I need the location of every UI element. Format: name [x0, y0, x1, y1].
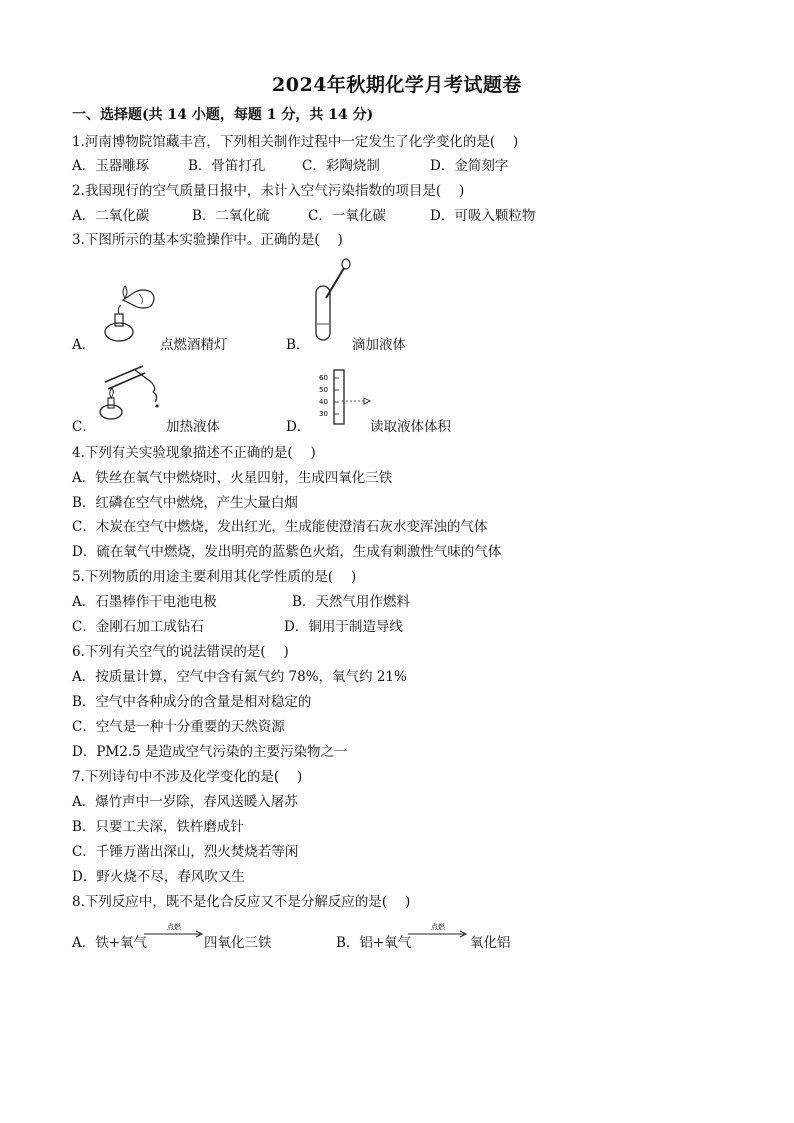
graduated-cylinder-figure: [312, 368, 374, 426]
cylinder-tick-40: 40: [319, 398, 328, 406]
q3-option-c-label: 加热液体: [166, 419, 220, 435]
q8-option-a-condition: 点燃: [167, 923, 181, 931]
q6-option-b: B．空气中各种成分的含量是相对稳定的: [72, 694, 312, 710]
alcohol-lamp-lighting-figure: [95, 278, 165, 348]
q5-option-d: D．铜用于制造导线: [284, 619, 403, 635]
q6-option-d: D．PM2.5 是造成空气污染的主要污染物之一: [72, 744, 348, 760]
cylinder-tick-50: 50: [319, 386, 328, 394]
q1-option-c: C．彩陶烧制: [302, 158, 380, 174]
q3-option-b: B．: [286, 337, 310, 353]
cylinder-tick-60: 60: [319, 374, 328, 382]
arrow-right-icon: [144, 930, 204, 938]
q4-option-c: C．木炭在空气中燃烧，发出红光，生成能使澄清石灰水变浑浊的气体: [72, 519, 488, 535]
q3-option-a-label: 点燃酒精灯: [160, 337, 228, 353]
q2-option-b: B．二氧化硫: [192, 208, 270, 224]
q4-option-a: A．铁丝在氧气中燃烧时，火星四射，生成四氧化三铁: [72, 470, 393, 486]
q3-option-d-label: 读取液体体积: [370, 419, 451, 435]
question-3-stem: 3.下图所示的基本实验操作中。正确的是( ): [72, 232, 343, 248]
q2-option-a: A．二氧化碳: [72, 208, 150, 224]
page-title: 2024年秋期化学月考试题卷: [272, 74, 522, 96]
question-2-stem: 2.我国现行的空气质量日报中，未计入空气污染指数的项目是( ): [72, 183, 465, 199]
q3-option-c: C．: [72, 419, 96, 435]
cylinder-tick-30: 30: [319, 410, 328, 418]
question-1-stem: 1.河南博物院馆藏丰宫，下列相关制作过程中一定发生了化学变化的是( ): [72, 134, 519, 150]
q4-option-d: D．硫在氧气中燃烧，发出明亮的蓝紫色火焰，生成有刺激性气味的气体: [72, 544, 502, 560]
q8-option-b-product: 氧化铝: [470, 935, 511, 951]
question-5-stem: 5.下列物质的用途主要利用其化学性质的是( ): [72, 569, 357, 585]
q2-option-d: D．可吸入颗粒物: [430, 208, 536, 224]
q6-option-a: A．按质量计算，空气中含有氮气约 78%，氧气约 21%: [72, 669, 407, 685]
heating-liquid-figure: [95, 362, 167, 424]
arrow-right-icon: [408, 930, 468, 938]
q1-option-d: D．金简刻字: [430, 158, 509, 174]
q4-option-b: B．红磷在空气中燃烧，产生大量白烟: [72, 495, 298, 511]
q8-option-b-reactants: B．铝+氧气: [336, 935, 412, 951]
q8-option-a-product: 四氧化三铁: [204, 935, 272, 951]
q1-option-a: A．玉器雕琢: [72, 158, 150, 174]
q8-option-b-reaction-arrow: [408, 924, 468, 944]
question-4-stem: 4.下列有关实验现象描述不正确的是( ): [72, 445, 316, 461]
q7-option-d: D．野火烧不尽，春风吹又生: [72, 869, 245, 885]
q5-option-a: A．石墨棒作干电池电极: [72, 594, 217, 610]
q3-option-b-label: 滴加液体: [352, 337, 406, 353]
q2-option-c: C．一氧化碳: [308, 208, 386, 224]
q7-option-a: A．爆竹声中一岁除，春风送暖入屠苏: [72, 794, 298, 810]
question-6-stem: 6.下列有关空气的说法错误的是( ): [72, 644, 289, 660]
section-heading: 一、选择题(共 14 小题，每题 1 分，共 14 分): [72, 107, 374, 123]
q3-option-d: D．: [286, 419, 311, 435]
q8-option-a-reactants: A．铁+氧气: [72, 935, 148, 951]
q1-option-b: B．骨笛打孔: [188, 158, 266, 174]
question-7-stem: 7.下列诗句中不涉及化学变化的是( ): [72, 769, 303, 785]
q7-option-b: B．只要工夫深，铁杵磨成针: [72, 819, 244, 835]
q6-option-c: C．空气是一种十分重要的天然资源: [72, 719, 285, 735]
q8-option-a-reaction-arrow: [144, 924, 204, 944]
q5-option-c: C．金刚石加工成钻石: [72, 619, 204, 635]
q7-option-c: C．千锤万凿出深山，烈火焚烧若等闲: [72, 844, 299, 860]
q5-option-b: B．天然气用作燃料: [292, 594, 410, 610]
q3-option-a: A．: [72, 337, 96, 353]
q8-option-b-condition: 点燃: [431, 923, 445, 931]
dropper-test-tube-figure: [308, 258, 358, 348]
question-8-stem: 8.下列反应中，既不是化合反应又不是分解反应的是( ): [72, 894, 411, 910]
